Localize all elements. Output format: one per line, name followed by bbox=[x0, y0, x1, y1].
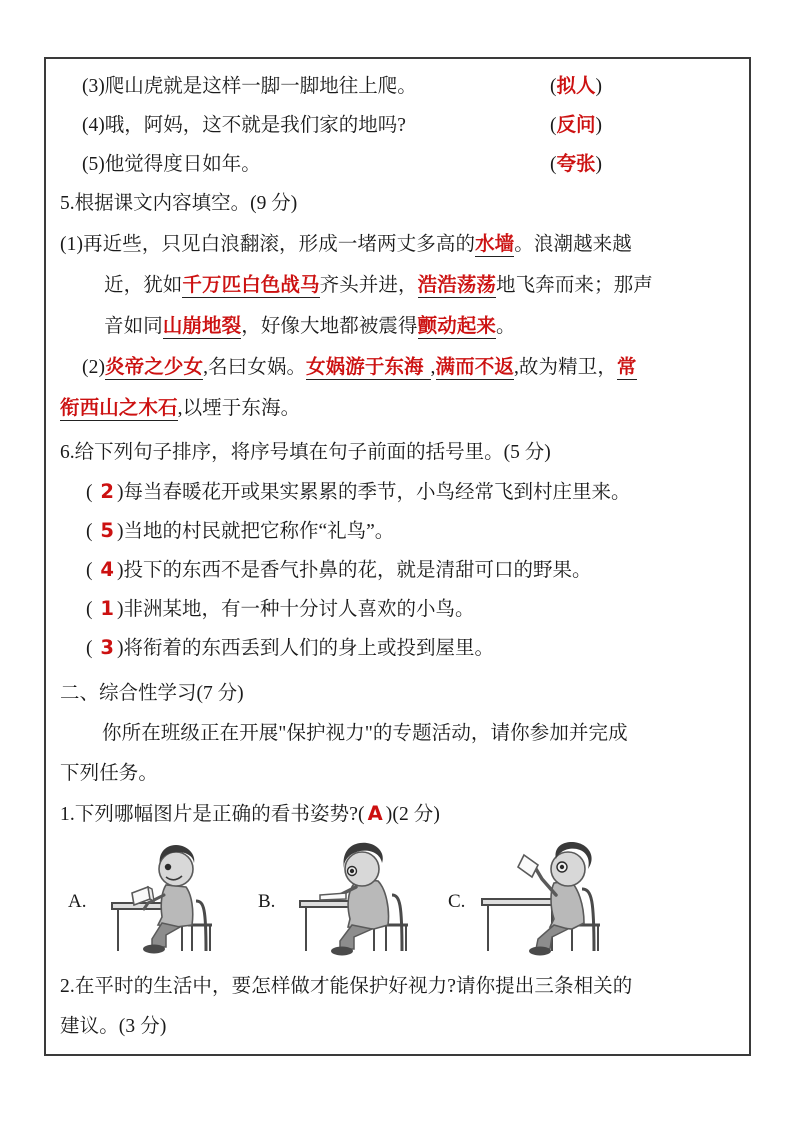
ordering-answer: 3 bbox=[100, 636, 114, 659]
ordering-answer: 2 bbox=[100, 480, 114, 503]
section-2-intro-line2: 下列任务。 bbox=[60, 763, 159, 784]
paren-close: ) bbox=[595, 154, 603, 175]
q5-item2-line1 bbox=[60, 347, 735, 388]
rhetoric-row bbox=[60, 67, 735, 106]
section-2-question-2-line1: 2.在平时的生活中，要怎样做才能保护好视力?请你提出三条相关的 bbox=[60, 976, 633, 997]
question-1-prefix: 1.下列哪幅图片是正确的看书姿势?( bbox=[60, 804, 365, 825]
option-b-label: B. bbox=[258, 891, 276, 912]
q5-answer-blank: 颤动起来 bbox=[417, 314, 497, 337]
rhetoric-number: (5) bbox=[82, 154, 105, 175]
q5-answer-blank: 炎帝之少女 bbox=[105, 355, 204, 378]
q5-item1-text-c: 近，犹如 bbox=[104, 275, 183, 296]
q5-answer-blank: 常 bbox=[616, 355, 637, 378]
section-2-intro-line1: 你所在班级正在开展"保护视力"的专题活动，请你参加并完成 bbox=[102, 723, 628, 744]
q5-answer-blank: 女娲游于东海 bbox=[306, 355, 431, 378]
rhetoric-answer-value: 反问 bbox=[556, 113, 596, 136]
rhetoric-answer bbox=[550, 67, 602, 106]
rhetoric-text: 他觉得度日如年。 bbox=[104, 154, 261, 175]
question-1-suffix: )(2 分) bbox=[385, 804, 440, 825]
rhetoric-answer bbox=[550, 106, 602, 145]
posture-option-c bbox=[446, 839, 636, 957]
rhetoric-number: (3) bbox=[82, 76, 105, 97]
q5-item1-text-f: 音如同 bbox=[104, 316, 163, 337]
q5-answer-blank: 山崩地裂 bbox=[162, 314, 242, 337]
ordering-text: 投下的东西不是香气扑鼻的花，就是清甜可口的野果。 bbox=[123, 560, 592, 581]
student-hunched-over-desk-reading-icon bbox=[282, 839, 442, 957]
rhetoric-sentence bbox=[82, 68, 550, 106]
rhetoric-text: 爬山虎就是这样一脚一脚地往上爬。 bbox=[104, 76, 417, 97]
paren-open: ( bbox=[550, 154, 557, 175]
q5-answer-blank: 衔西山之木石 bbox=[60, 396, 178, 419]
q5-item1-number: (1) bbox=[60, 234, 84, 255]
rhetoric-row bbox=[60, 106, 735, 145]
ordering-row: ( 5 )当地的村民就把它称作“礼鸟”。 bbox=[86, 519, 395, 542]
q5-item2-text-c: ,以堙于东海。 bbox=[177, 398, 301, 419]
paren-open: ( bbox=[550, 76, 557, 97]
posture-option-b bbox=[256, 839, 446, 957]
q5-item2-text-a: ,名曰女娲。 bbox=[203, 357, 307, 378]
ordering-list bbox=[60, 473, 735, 668]
rhetoric-sentence bbox=[82, 146, 550, 184]
q5-item1-line2 bbox=[60, 265, 735, 306]
ordering-text: 非洲某地，有一种十分讨人喜欢的小鸟。 bbox=[123, 599, 475, 620]
q5-item1-text-b: 。浪潮越来越 bbox=[514, 234, 632, 255]
ordering-row: ( 1 )非洲某地，有一种十分讨人喜欢的小鸟。 bbox=[86, 597, 475, 620]
posture-image-options bbox=[60, 839, 735, 957]
q5-item1-text-d: 齐头并进， bbox=[319, 275, 418, 296]
q5-item1-text-e: 地飞奔而来；那声 bbox=[496, 275, 653, 296]
q5-item1-text-g: ，好像大地都被震得 bbox=[241, 316, 418, 337]
q5-answer-blank: 满而不返 bbox=[435, 355, 514, 378]
option-a-label: A. bbox=[68, 891, 87, 912]
rhetoric-sentence bbox=[82, 107, 550, 145]
ordering-text: 当地的村民就把它称作“礼鸟”。 bbox=[123, 521, 395, 542]
option-c-label: C. bbox=[448, 891, 466, 912]
rhetoric-text: 哦，阿妈，这不就是我们家的地吗? bbox=[104, 115, 406, 136]
posture-option-a bbox=[66, 839, 256, 957]
student-leaning-back-holding-book-high-icon bbox=[472, 839, 632, 957]
paren-close: ) bbox=[595, 115, 603, 136]
ordering-answer: 5 bbox=[100, 519, 114, 542]
rhetoric-answer-value: 夸张 bbox=[556, 152, 596, 175]
section-2-heading: 二、综合性学习(7 分) bbox=[60, 683, 244, 704]
q5-item2-line2 bbox=[60, 388, 735, 429]
question-1-answer: A bbox=[367, 802, 383, 825]
paren-close: ) bbox=[595, 76, 603, 97]
q5-item1-line3 bbox=[60, 306, 735, 347]
ordering-answer: 1 bbox=[100, 597, 114, 620]
rhetoric-answer-value: 拟人 bbox=[556, 74, 596, 97]
ordering-row: ( 4 )投下的东西不是香气扑鼻的花，就是清甜可口的野果。 bbox=[86, 558, 592, 581]
section-2-question-1 bbox=[60, 794, 735, 835]
paren-open: ( bbox=[550, 115, 557, 136]
worksheet-border-frame bbox=[44, 57, 751, 1056]
q5-answer-blank: 水墙 bbox=[475, 232, 515, 255]
rhetoric-answer bbox=[550, 145, 602, 184]
rhetoric-row bbox=[60, 145, 735, 184]
ordering-row: ( 2 )每当春暖花开或果实累累的季节，小鸟经常飞到村庄里来。 bbox=[86, 480, 631, 503]
question-5-title: 5.根据课文内容填空。(9 分) bbox=[60, 193, 298, 214]
q5-item2-number: (2) bbox=[82, 357, 106, 378]
section-2-question-2-line2: 建议。(3 分) bbox=[60, 1016, 167, 1037]
rhetoric-number: (4) bbox=[82, 115, 105, 136]
ordering-text: 将衔着的东西丢到人们的身上或投到屋里。 bbox=[123, 638, 494, 659]
rhetoric-list bbox=[60, 67, 735, 184]
ordering-row: ( 3 )将衔着的东西丢到人们的身上或投到屋里。 bbox=[86, 636, 494, 659]
student-sitting-upright-reading-at-desk-icon bbox=[92, 839, 252, 957]
question-6-title: 6.给下列句子排序，将序号填在句子前面的括号里。(5 分) bbox=[60, 442, 551, 463]
worksheet-content bbox=[60, 67, 735, 1054]
q5-item1-line1 bbox=[60, 224, 735, 265]
q5-answer-blank: 千万匹白色战马 bbox=[182, 273, 320, 296]
q5-item2-comma: , bbox=[430, 357, 436, 378]
q5-answer-blank: 浩浩荡荡 bbox=[417, 273, 497, 296]
q5-item1-text-a: 再近些，只见白浪翻滚，形成一堵两丈多高的 bbox=[83, 234, 476, 255]
q5-item1-text-h: 。 bbox=[496, 316, 516, 337]
q5-item2-text-b: ,故为精卫， bbox=[513, 357, 617, 378]
ordering-text: 每当春暖花开或果实累累的季节，小鸟经常飞到村庄里来。 bbox=[123, 482, 631, 503]
ordering-answer: 4 bbox=[100, 558, 114, 581]
